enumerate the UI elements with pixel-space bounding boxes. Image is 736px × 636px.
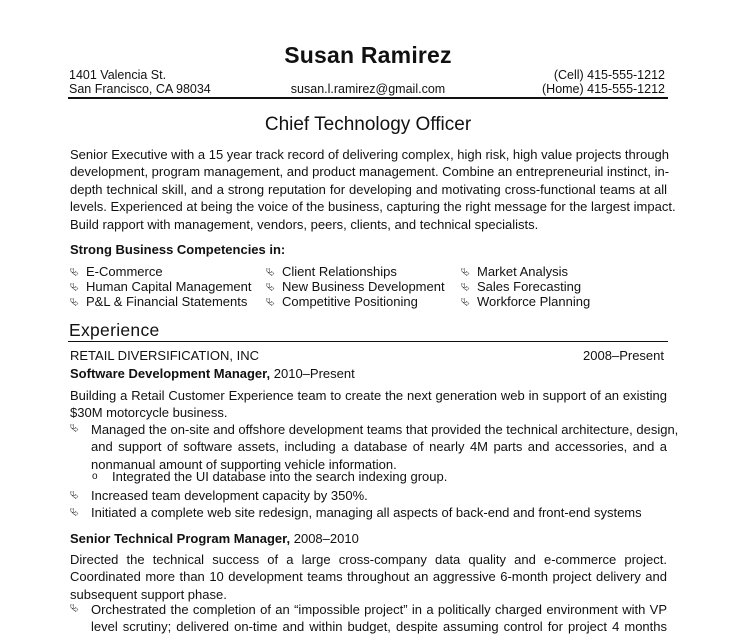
address-line-1: 1401 Valencia St. [69,68,167,82]
arrow-bullet-icon: ⮱ [70,282,79,294]
circle-bullet-icon: o [92,471,98,482]
bullet-line: Managed the on-site and offshore development teams that provided the technical architecture, design, [91,422,679,437]
phone-home: (Home) 415-555-1212 [542,82,665,96]
arrow-bullet-icon: ⮱ [70,297,79,309]
competency-item: ⮱ Market Analysis [461,264,569,279]
arrow-bullet-icon: ⮱ [70,423,79,435]
description-line: Directed the technical success of a large cross-company data quality and e-commerce project. [70,552,667,567]
headline-title: Chief Technology Officer [264,114,472,135]
description-line: subsequent support phase. [70,586,227,602]
role-description [70,551,667,603]
arrow-bullet-icon: ⮱ [70,267,79,279]
description-line: $30M motorcycle business. [70,405,228,421]
role-title: Senior Technical Program Manager, 2008–2010 [70,531,359,546]
competency-item: ⮱ Sales Forecasting [461,279,582,294]
competency-item: ⮱ Human Capital Management [70,279,252,294]
section-rule [68,341,668,342]
competency-item: ⮱ New Business Development [266,279,445,294]
bullet-line: and support of software assets, including a database of nearly 4M parts and accessories, and a [91,439,667,455]
summary-line: development, program management, and product management. Combine an entrepreneurial instinct, in- [70,164,670,180]
competency-item: ⮱ Workforce Planning [461,294,591,309]
phone-cell: (Cell) 415-555-1212 [553,68,665,82]
arrow-bullet-icon: ⮱ [461,297,470,309]
sub-bullet-item: Integrated the UI database into the search indexing group. [112,469,448,484]
arrow-bullet-icon: ⮱ [70,603,79,615]
arrow-bullet-icon: ⮱ [461,282,470,294]
candidate-name: Susan Ramirez [284,42,452,68]
summary-paragraph [70,146,676,233]
description-line: Building a Retail Customer Experience team to create the next generation web in support of an existing [70,388,667,403]
arrow-bullet-icon: ⮱ [70,490,79,502]
role-description [70,387,667,422]
bullet-line: Orchestrated the completion of an “impossible project” in a politically charged environment with VP [91,602,667,617]
role-title: Software Development Manager, 2010–Present [70,366,355,381]
bullet-item: Increased team development capacity by 350%. [91,488,368,503]
description-line: Coordinated more than 10 development teams throughout an aggressive 6-month project delivery and [70,569,667,585]
competencies-heading: Strong Business Competencies in: [70,242,286,257]
competency-item: ⮱ P&L & Financial Statements [70,294,248,309]
arrow-bullet-icon: ⮱ [461,267,470,279]
bullet-item [91,421,679,473]
summary-line: Senior Executive with a 15 year track record of delivering complex, high risk, high value projects through [70,147,670,162]
bullet-item [91,601,667,636]
competency-item: ⮱ Client Relationships [266,264,397,279]
company-name: RETAIL DIVERSIFICATION, INC [70,348,260,363]
experience-section-title: Experience [69,320,160,340]
bullet-line: level scrutiny; delivered on-time and within budget, despite assuming control for project 4 months [91,619,667,635]
arrow-bullet-icon: ⮱ [266,267,275,279]
bullet-item: Initiated a complete web site redesign, managing all aspects of back-end and front-end systems [91,505,642,520]
email-address: susan.l.ramirez@gmail.com [290,82,446,96]
arrow-bullet-icon: ⮱ [266,297,275,309]
arrow-bullet-icon: ⮱ [70,507,79,519]
bullet-line: nonmanual amount of supporting vehicle information. [91,456,397,472]
summary-line: levels. Experienced at being the voice of the business, capturing the right message for the largest impact. [70,199,676,215]
company-dates: 2008–Present [583,348,664,363]
competency-item: ⮱ E-Commerce [70,264,163,279]
summary-line: depth technical skill, and a strong reputation for developing and motivating cross-functional teams at all [70,181,667,197]
summary-line: Build rapport with management, vendors, peers, clients, and technical specialists. [70,216,539,232]
competency-item: ⮱ Competitive Positioning [266,294,418,309]
arrow-bullet-icon: ⮱ [266,282,275,294]
address-line-2: San Francisco, CA 98034 [69,82,211,96]
header-rule [68,97,668,99]
